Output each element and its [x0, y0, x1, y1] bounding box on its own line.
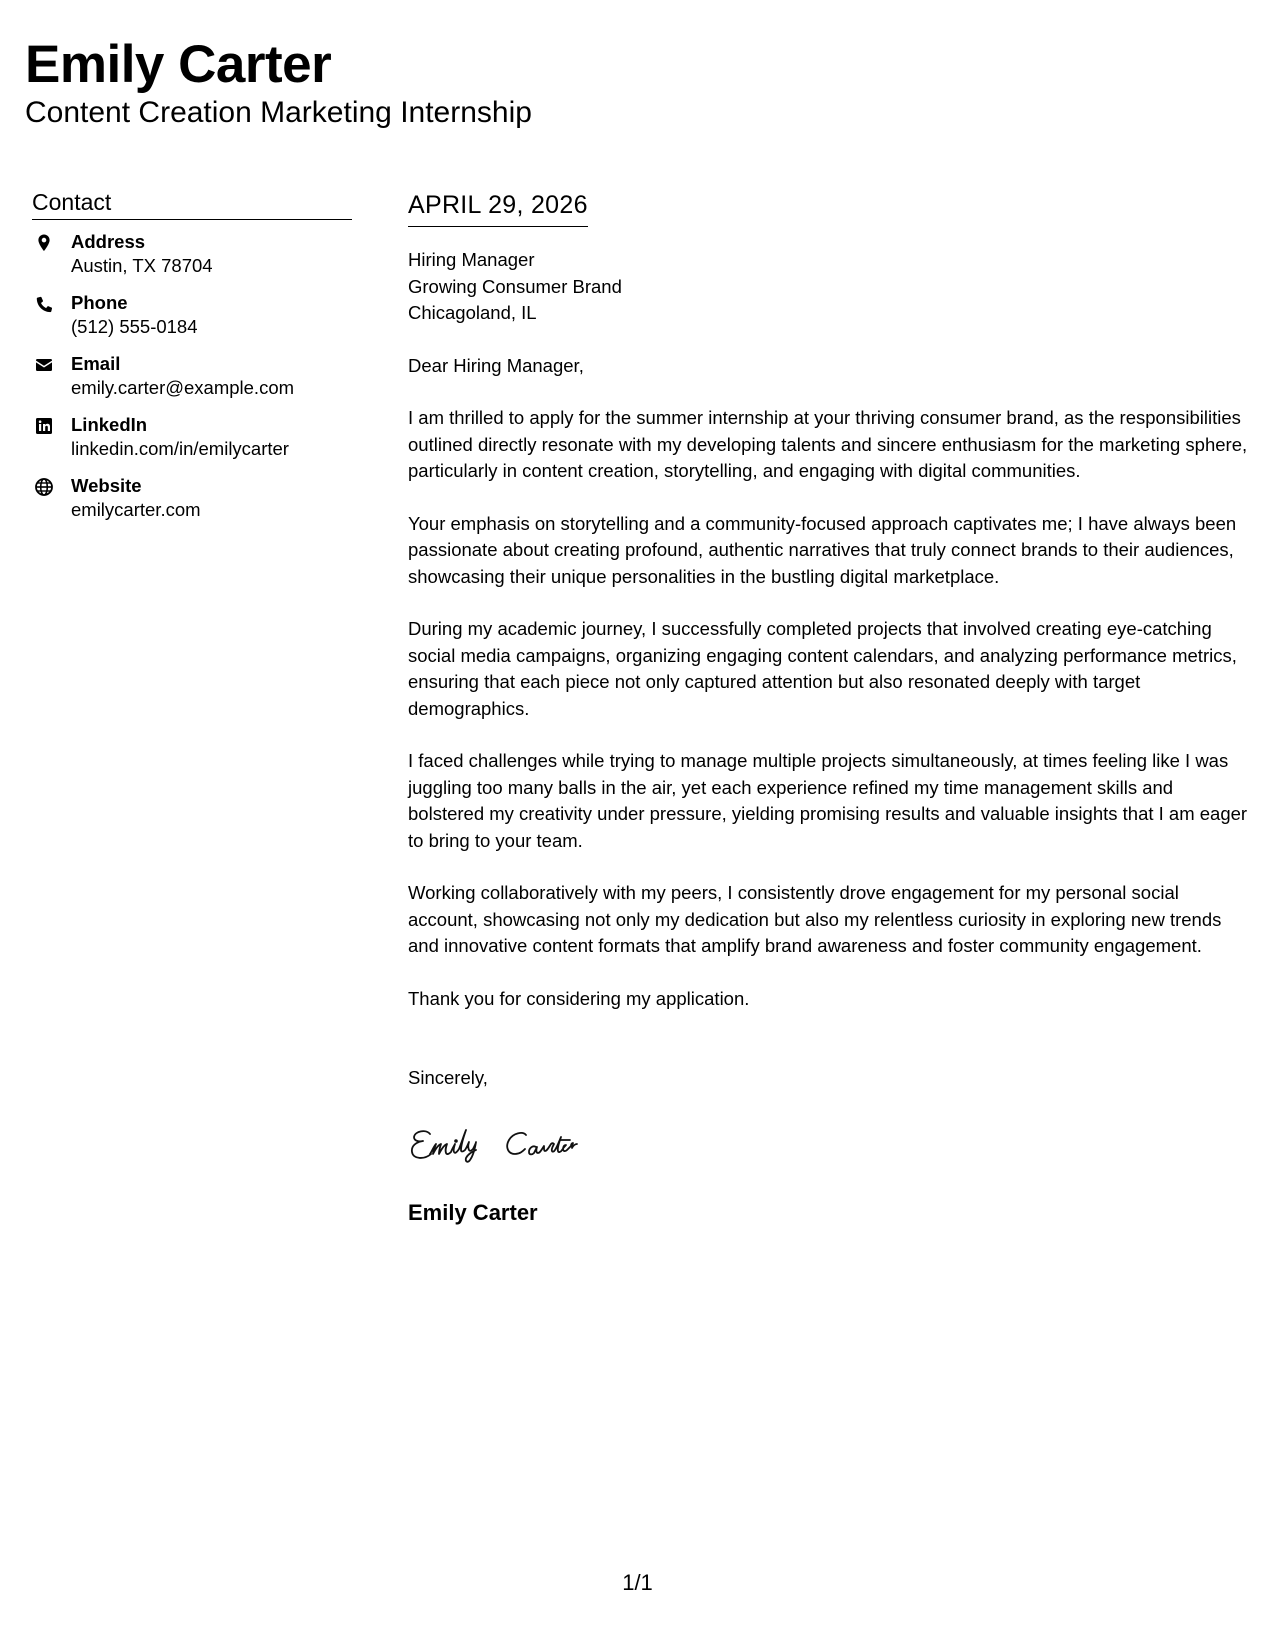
handwritten-signature [408, 1120, 1253, 1172]
contact-value: (512) 555-0184 [71, 316, 198, 337]
letter-paragraph: I am thrilled to apply for the summer internship at your thriving consumer brand, as the responsibilities outlined directly resonate with my developing talents and sincere enthusiasm for the marketing sphere, particularly in content creation, storytelling, and engaging with digital communities. [408, 407, 1248, 481]
letter-paragraph: During my academic journey, I successfully completed projects that involved creating eye-catching social media campaigns, organizing engaging content calendars, and analyzing performance metrics, ensuring that each piece not only captured attention but also resonated deeply with target demographics. [408, 618, 1237, 719]
letter-paragraph: I faced challenges while trying to manage multiple projects simultaneously, at times feeling like I was juggling too many balls in the air, yet each experience refined my time management skills and bolstered my creativity under pressure, yielding promising results and valuable insights that I am eager to bring to your team. [408, 750, 1248, 851]
salutation: Dear Hiring Manager, [408, 354, 584, 376]
recipient-line: Growing Consumer Brand [408, 275, 622, 297]
recipient-line: Hiring Manager [408, 249, 535, 270]
linkedin-icon [34, 416, 54, 436]
contact-phone [32, 291, 352, 339]
position-title: Content Creation Marketing Internship [25, 96, 532, 129]
contact-value: emilycarter.com [71, 499, 201, 520]
contact-address [32, 230, 352, 278]
contact-value: emily.carter@example.com [71, 377, 295, 398]
contact-heading: Contact [32, 188, 352, 220]
closing: Sincerely, [408, 1067, 488, 1088]
applicant-name: Emily Carter [25, 35, 332, 94]
globe-icon [34, 477, 54, 497]
recipient-line: Chicagoland, IL [408, 302, 537, 323]
contact-website [32, 474, 352, 522]
contact-label: Website [71, 475, 142, 496]
recipient-block [408, 247, 1253, 327]
letter-date: APRIL 29, 2026 [408, 191, 588, 219]
contact-label: Phone [71, 292, 128, 313]
page-number: 1/1 [622, 1570, 653, 1595]
contact-value: linkedin.com/in/emilycarter [71, 438, 289, 459]
contact-linkedin [32, 413, 352, 461]
letter-paragraph: Thank you for considering my application. [408, 987, 750, 1009]
contact-label: LinkedIn [71, 414, 148, 435]
letter-body [408, 190, 1253, 1227]
date-block [408, 190, 588, 227]
contact-sidebar [32, 188, 352, 535]
contact-email [32, 352, 352, 400]
contact-label: Email [71, 353, 121, 374]
contact-list [32, 230, 352, 522]
envelope-icon [34, 355, 54, 375]
contact-value: Austin, TX 78704 [71, 255, 213, 276]
contact-label: Address [71, 231, 146, 252]
phone-icon [34, 294, 54, 314]
letter-paragraph: Working collaboratively with my peers, I consistently drove engagement for my personal social account, showcasing not only my dedication but also my relentless curiosity in exploring new trends and innovative content formats that amplify brand awareness and foster community engagement. [408, 882, 1222, 956]
map-pin-icon [34, 233, 54, 253]
letter-paragraph: Your emphasis on storytelling and a community-focused approach captivates me; I have always been passionate about creating profound, authentic narratives that truly connect brands to their audiences, showcasing their unique personalities in the bustling digital marketplace. [408, 512, 1237, 587]
signature-image [408, 1120, 613, 1172]
signer-name: Emily Carter [408, 1199, 538, 1225]
